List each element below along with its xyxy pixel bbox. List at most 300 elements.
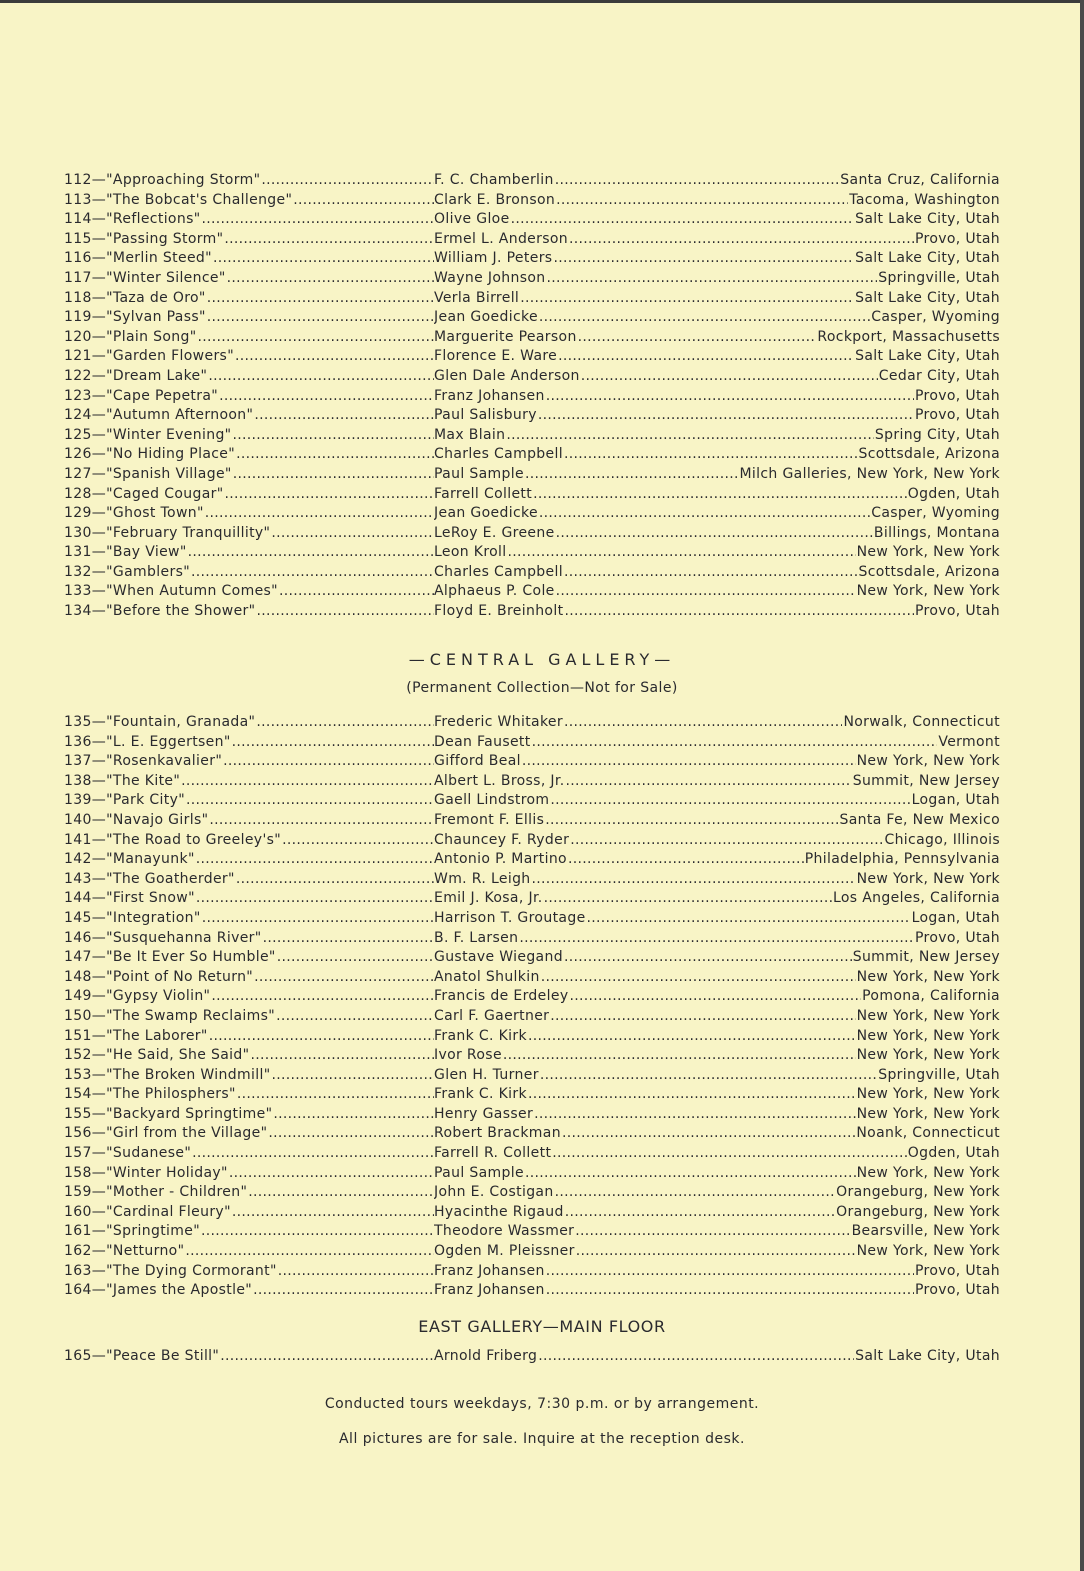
artist-name: Jean Goedicke [434, 505, 538, 522]
leader-dots [188, 543, 434, 563]
leader-dots [254, 968, 434, 988]
title-cell [64, 1262, 434, 1282]
title-cell [64, 1027, 434, 1047]
leader-dots [254, 406, 434, 426]
leader-dots [566, 772, 852, 792]
leader-dots [553, 249, 854, 269]
artist-cell [434, 1085, 1000, 1105]
artist-cell [434, 850, 1000, 870]
artist-name: Antonio P. Martino [434, 851, 567, 868]
artist-cell [434, 1105, 1000, 1125]
artist-cell [434, 426, 1000, 446]
east-gallery-list [0, 1347, 1084, 1367]
list-item [0, 1027, 1084, 1047]
artist-location: Provo, Utah [915, 603, 1000, 620]
artist-location: Ogden, Utah [907, 485, 1000, 502]
title-cell [64, 465, 434, 485]
artist-cell [434, 1281, 1000, 1301]
painting-title: 132—"Gamblers" [64, 563, 191, 580]
title-cell [64, 308, 434, 328]
artist-cell [434, 210, 1000, 230]
painting-title: 125—"Winter Evening" [64, 426, 232, 443]
leader-dots [236, 870, 434, 890]
title-cell [64, 1203, 434, 1223]
leader-dots [224, 230, 434, 250]
painting-title: 158—"Winter Holiday" [64, 1164, 228, 1181]
painting-title: 119—"Sylvan Pass" [64, 309, 206, 326]
title-cell [64, 752, 434, 772]
leader-dots [578, 328, 817, 348]
artist-cell [434, 347, 1000, 367]
painting-title: 146—"Susquehanna River" [64, 929, 262, 946]
title-cell [64, 485, 434, 505]
painting-title: 144—"First Snow" [64, 890, 195, 907]
artist-location: Springville, Utah [878, 1066, 1000, 1083]
list-item [0, 870, 1084, 890]
leader-dots [235, 347, 434, 367]
leader-dots [540, 1066, 877, 1086]
leader-dots [539, 504, 870, 524]
artist-name: Farrell Collett [434, 485, 533, 502]
list-item [0, 269, 1084, 289]
list-item [0, 328, 1084, 348]
painting-title: 151—"The Laborer" [64, 1027, 208, 1044]
artist-name: Max Blain [434, 426, 506, 443]
artist-location: Summit, New Jersey [852, 949, 1000, 966]
artist-location: New York, New York [856, 1027, 1000, 1044]
artist-name: Fremont F. Ellis [434, 811, 545, 828]
leader-dots [256, 713, 434, 733]
leader-dots [575, 1222, 850, 1242]
leader-dots [233, 465, 434, 485]
artist-location: Salt Lake City, Utah [855, 348, 1000, 365]
leader-dots [555, 1183, 836, 1203]
artist-name: Arnold Friberg [434, 1348, 538, 1364]
painting-title: 137—"Rosenkavalier" [64, 753, 223, 770]
leader-dots [202, 909, 434, 929]
title-cell [64, 524, 434, 544]
artist-location: Cedar City, Utah [878, 367, 1000, 384]
title-cell [64, 406, 434, 426]
artist-name: Verla Birrell [434, 289, 520, 306]
central-gallery-subtitle: (Permanent Collection—Not for Sale) [406, 680, 678, 696]
artist-location: Pomona, California [862, 988, 1000, 1005]
painting-title: 139—"Park City" [64, 792, 185, 809]
title-cell [64, 772, 434, 792]
leader-dots [236, 445, 434, 465]
painting-title: 117—"Winter Silence" [64, 269, 226, 286]
leader-dots [564, 445, 857, 465]
artist-location: Philadelphia, Pennsylvania [804, 851, 1000, 868]
leader-dots [232, 733, 434, 753]
artist-location: Logan, Utah [911, 792, 1000, 809]
artist-name: Albert L. Bross, Jr. [434, 772, 565, 789]
list-item [0, 1007, 1084, 1027]
artist-cell [434, 1124, 1000, 1144]
title-cell [64, 1066, 434, 1086]
artist-cell [434, 713, 1000, 733]
leader-dots [546, 269, 877, 289]
painting-title: 160—"Cardinal Fleury" [64, 1203, 231, 1220]
painting-title: 145—"Integration" [64, 909, 201, 926]
artist-cell [434, 1347, 1000, 1367]
list-item [0, 850, 1084, 870]
central-gallery-title: —CENTRAL GALLERY— [408, 650, 676, 669]
artist-cell [434, 563, 1000, 583]
title-cell [64, 210, 434, 230]
title-cell [64, 347, 434, 367]
painting-title: 143—"The Goatherder" [64, 870, 235, 887]
artist-cell [434, 543, 1000, 563]
artist-cell [434, 968, 1000, 988]
leader-dots [569, 987, 861, 1007]
artist-name: Emil J. Kosa, Jr. [434, 890, 543, 907]
title-cell [64, 269, 434, 289]
leader-dots [538, 406, 914, 426]
leader-dots [555, 171, 840, 191]
artist-location: Ogden, Utah [907, 1145, 1000, 1162]
leader-dots [550, 791, 910, 811]
painting-title: 113—"The Bobcat's Challenge" [64, 191, 293, 208]
painting-title: 112—"Approaching Storm" [64, 172, 261, 188]
painting-title: 122—"Dream Lake" [64, 367, 208, 384]
list-item [0, 308, 1084, 328]
artist-location: New York, New York [856, 968, 1000, 985]
artist-cell [434, 752, 1000, 772]
artist-cell [434, 1144, 1000, 1164]
list-item [0, 171, 1084, 191]
leader-dots [564, 602, 914, 622]
title-cell [64, 733, 434, 753]
painting-title: 164—"James the Apostle" [64, 1282, 253, 1299]
list-item [0, 249, 1084, 269]
leader-dots [268, 1124, 434, 1144]
title-cell [64, 602, 434, 622]
title-cell [64, 929, 434, 949]
artist-cell [434, 602, 1000, 622]
artist-name: Carl F. Gaertner [434, 1007, 550, 1024]
artist-location: New York, New York [856, 1086, 1000, 1103]
artist-location: Provo, Utah [915, 407, 1000, 424]
painting-title: 130—"February Tranquillity" [64, 524, 271, 541]
leader-dots [202, 210, 434, 230]
artist-name: Ivor Rose [434, 1047, 502, 1064]
leader-dots [273, 1105, 434, 1125]
painting-title: 147—"Be It Ever So Humble" [64, 949, 276, 966]
main-gallery-list [0, 171, 1084, 622]
list-item [0, 1085, 1084, 1105]
list-item [0, 1105, 1084, 1125]
leader-dots [519, 929, 914, 949]
list-item [0, 582, 1084, 602]
east-gallery-title: EAST GALLERY—MAIN FLOOR [418, 1317, 666, 1336]
list-item [0, 602, 1084, 622]
list-item [0, 889, 1084, 909]
artist-location: New York, New York [856, 1243, 1000, 1260]
artist-location: Spring City, Utah [874, 426, 1000, 443]
title-cell [64, 870, 434, 890]
artist-location: Springville, Utah [878, 269, 1000, 286]
painting-title: 148—"Point of No Return" [64, 968, 254, 985]
artist-name: Frank C. Kirk [434, 1086, 527, 1103]
artist-location: Noank, Connecticut [856, 1125, 1000, 1142]
artist-location: New York, New York [856, 870, 1000, 887]
leader-dots [528, 1085, 856, 1105]
artist-location: Scottsdale, Arizona [858, 446, 1000, 463]
artist-name: Francis de Erdeley [434, 988, 569, 1005]
artist-location: Milch Galleries, New York, New York [739, 465, 1000, 482]
leader-dots [503, 1046, 856, 1066]
leader-dots [581, 367, 878, 387]
artist-cell [434, 1027, 1000, 1047]
leader-dots [227, 269, 434, 289]
leader-dots [546, 1262, 914, 1282]
leader-dots [223, 752, 434, 772]
title-cell [64, 563, 434, 583]
artist-cell [434, 387, 1000, 407]
painting-title: 154—"The Philosphers" [64, 1086, 236, 1103]
leader-dots [263, 929, 434, 949]
artist-location: Provo, Utah [915, 230, 1000, 247]
title-cell [64, 909, 434, 929]
leader-dots [545, 811, 838, 831]
artist-name: Wayne Johnson [434, 269, 546, 286]
list-item [0, 772, 1084, 792]
artist-location: Salt Lake City, Utah [855, 250, 1000, 267]
title-cell [64, 582, 434, 602]
painting-title: 155—"Backyard Springtime" [64, 1105, 273, 1122]
title-cell [64, 831, 434, 851]
list-item [0, 543, 1084, 563]
list-item [0, 210, 1084, 230]
list-item [0, 406, 1084, 426]
leader-dots [525, 465, 739, 485]
leader-dots [520, 289, 854, 309]
leader-dots [261, 171, 434, 191]
artist-location: Summit, New Jersey [852, 772, 1000, 789]
leader-dots [207, 289, 434, 309]
artist-location: Provo, Utah [915, 387, 1000, 404]
list-item [0, 811, 1084, 831]
artist-cell [434, 811, 1000, 831]
leader-dots [587, 909, 911, 929]
artist-location: New York, New York [856, 1047, 1000, 1064]
title-cell [64, 328, 434, 348]
list-item [0, 563, 1084, 583]
title-cell [64, 1222, 434, 1242]
artist-name: Gustave Wiegand [434, 949, 563, 966]
artist-cell [434, 772, 1000, 792]
leader-dots [562, 1124, 855, 1144]
artist-cell [434, 328, 1000, 348]
title-cell [64, 387, 434, 407]
title-cell [64, 1105, 434, 1125]
painting-title: 162—"Netturno" [64, 1243, 185, 1260]
leader-dots [248, 1183, 434, 1203]
title-cell [64, 171, 434, 191]
leader-dots [550, 1007, 855, 1027]
painting-title: 131—"Bay View" [64, 544, 187, 561]
artist-location: Vermont [938, 733, 1000, 750]
list-item [0, 524, 1084, 544]
list-item [0, 791, 1084, 811]
painting-title: 136—"L. E. Eggertsen" [64, 733, 231, 750]
list-item [0, 1242, 1084, 1262]
leader-dots [201, 1222, 434, 1242]
title-cell [64, 543, 434, 563]
leader-dots [208, 367, 434, 387]
title-cell [64, 1085, 434, 1105]
list-item [0, 929, 1084, 949]
painting-title: 127—"Spanish Village" [64, 465, 232, 482]
leader-dots [219, 387, 434, 407]
leader-dots [564, 563, 857, 583]
leader-dots [225, 485, 434, 505]
artist-name: Ogden M. Pleissner [434, 1243, 575, 1260]
artist-name: Florence E. Ware [434, 348, 558, 365]
artist-cell [434, 733, 1000, 753]
artist-location: Scottsdale, Arizona [858, 563, 1000, 580]
painting-title: 121—"Garden Flowers" [64, 348, 234, 365]
title-cell [64, 1046, 434, 1066]
title-cell [64, 1347, 434, 1367]
leader-dots [569, 230, 914, 250]
leader-dots [538, 1347, 854, 1367]
list-item [0, 347, 1084, 367]
leader-dots [205, 504, 434, 524]
leader-dots [191, 563, 434, 583]
painting-title: 156—"Girl from the Village" [64, 1125, 268, 1142]
artist-name: Alphaeus P. Cole [434, 583, 555, 600]
list-item [0, 367, 1084, 387]
title-cell [64, 504, 434, 524]
leader-dots [556, 582, 856, 602]
artist-location: Bearsville, New York [851, 1223, 1000, 1240]
artist-cell [434, 1164, 1000, 1184]
artist-cell [434, 1066, 1000, 1086]
leader-dots [546, 387, 914, 407]
artist-name: Robert Brackman [434, 1125, 561, 1142]
list-item [0, 1347, 1084, 1367]
artist-cell [434, 249, 1000, 269]
painting-title: 123—"Cape Pepetra" [64, 387, 219, 404]
artist-cell [434, 191, 1000, 211]
list-item [0, 831, 1084, 851]
title-cell [64, 948, 434, 968]
leader-dots [209, 811, 434, 831]
leader-dots [532, 870, 856, 890]
list-item [0, 968, 1084, 988]
artist-location: Billings, Montana [873, 524, 1000, 541]
artist-location: Santa Cruz, California [840, 172, 1000, 188]
painting-title: 157—"Sudanese" [64, 1145, 192, 1162]
artist-cell [434, 870, 1000, 890]
leader-dots [209, 1027, 434, 1047]
leader-dots [196, 889, 434, 909]
list-item [0, 1262, 1084, 1282]
painting-title: 120—"Plain Song" [64, 328, 197, 345]
leader-dots [511, 210, 855, 230]
list-item [0, 191, 1084, 211]
title-cell [64, 713, 434, 733]
leader-dots [533, 485, 907, 505]
artist-cell [434, 269, 1000, 289]
list-item [0, 1183, 1084, 1203]
leader-dots [506, 426, 874, 446]
artist-location: Logan, Utah [911, 909, 1000, 926]
list-item [0, 445, 1084, 465]
leader-dots [279, 582, 434, 602]
artist-name: Anatol Shulkin [434, 968, 540, 985]
artist-name: Leon Kroll [434, 544, 507, 561]
artist-location: Orangeburg, New York [836, 1203, 1000, 1220]
artist-location: Los Angeles, California [832, 890, 1000, 907]
artist-cell [434, 1262, 1000, 1282]
painting-title: 116—"Merlin Steed" [64, 250, 212, 267]
list-item [0, 1124, 1084, 1144]
list-item [0, 1164, 1084, 1184]
list-item [0, 909, 1084, 929]
leader-dots [185, 1242, 434, 1262]
list-item [0, 1144, 1084, 1164]
painting-title: 133—"When Autumn Comes" [64, 583, 278, 600]
leader-dots [525, 1164, 856, 1184]
title-cell [64, 850, 434, 870]
leader-dots [556, 191, 848, 211]
artist-name: Franz Johansen [434, 387, 545, 404]
painting-title: 161—"Springtime" [64, 1223, 201, 1240]
list-item [0, 713, 1084, 733]
artist-cell [434, 445, 1000, 465]
painting-title: 165—"Peace Be Still" [64, 1348, 220, 1364]
leader-dots [211, 987, 434, 1007]
list-item [0, 504, 1084, 524]
artist-name: Frederic Whitaker [434, 714, 563, 730]
leader-dots [282, 831, 434, 851]
title-cell [64, 987, 434, 1007]
artist-cell [434, 504, 1000, 524]
leader-dots [568, 850, 804, 870]
leader-dots [528, 1027, 856, 1047]
artist-cell [434, 1046, 1000, 1066]
artist-name: LeRoy E. Greene [434, 524, 555, 541]
list-item [0, 1203, 1084, 1223]
page-top-edge [0, 0, 1084, 3]
list-item [0, 987, 1084, 1007]
artist-name: Clark E. Bronson [434, 191, 556, 208]
leader-dots [564, 713, 842, 733]
leader-dots [277, 948, 434, 968]
leader-dots [250, 1046, 434, 1066]
artist-location: New York, New York [856, 583, 1000, 600]
artist-name: Olive Gloe [434, 211, 510, 228]
leader-dots [229, 1164, 434, 1184]
artist-name: Marguerite Pearson [434, 328, 577, 345]
leader-dots [552, 1144, 906, 1164]
painting-title: 163—"The Dying Cormorant" [64, 1262, 277, 1279]
artist-name: Jean Goedicke [434, 309, 538, 326]
artist-location: New York, New York [856, 1105, 1000, 1122]
artist-location: Salt Lake City, Utah [855, 211, 1000, 228]
painting-title: 118—"Taza de Oro" [64, 289, 206, 306]
artist-cell [434, 1183, 1000, 1203]
artist-name: Franz Johansen [434, 1262, 545, 1279]
leader-dots [276, 1007, 434, 1027]
artist-name: Gifford Beal [434, 753, 521, 770]
artist-cell [434, 987, 1000, 1007]
artist-location: Santa Fe, New Mexico [839, 811, 1000, 828]
title-cell [64, 249, 434, 269]
